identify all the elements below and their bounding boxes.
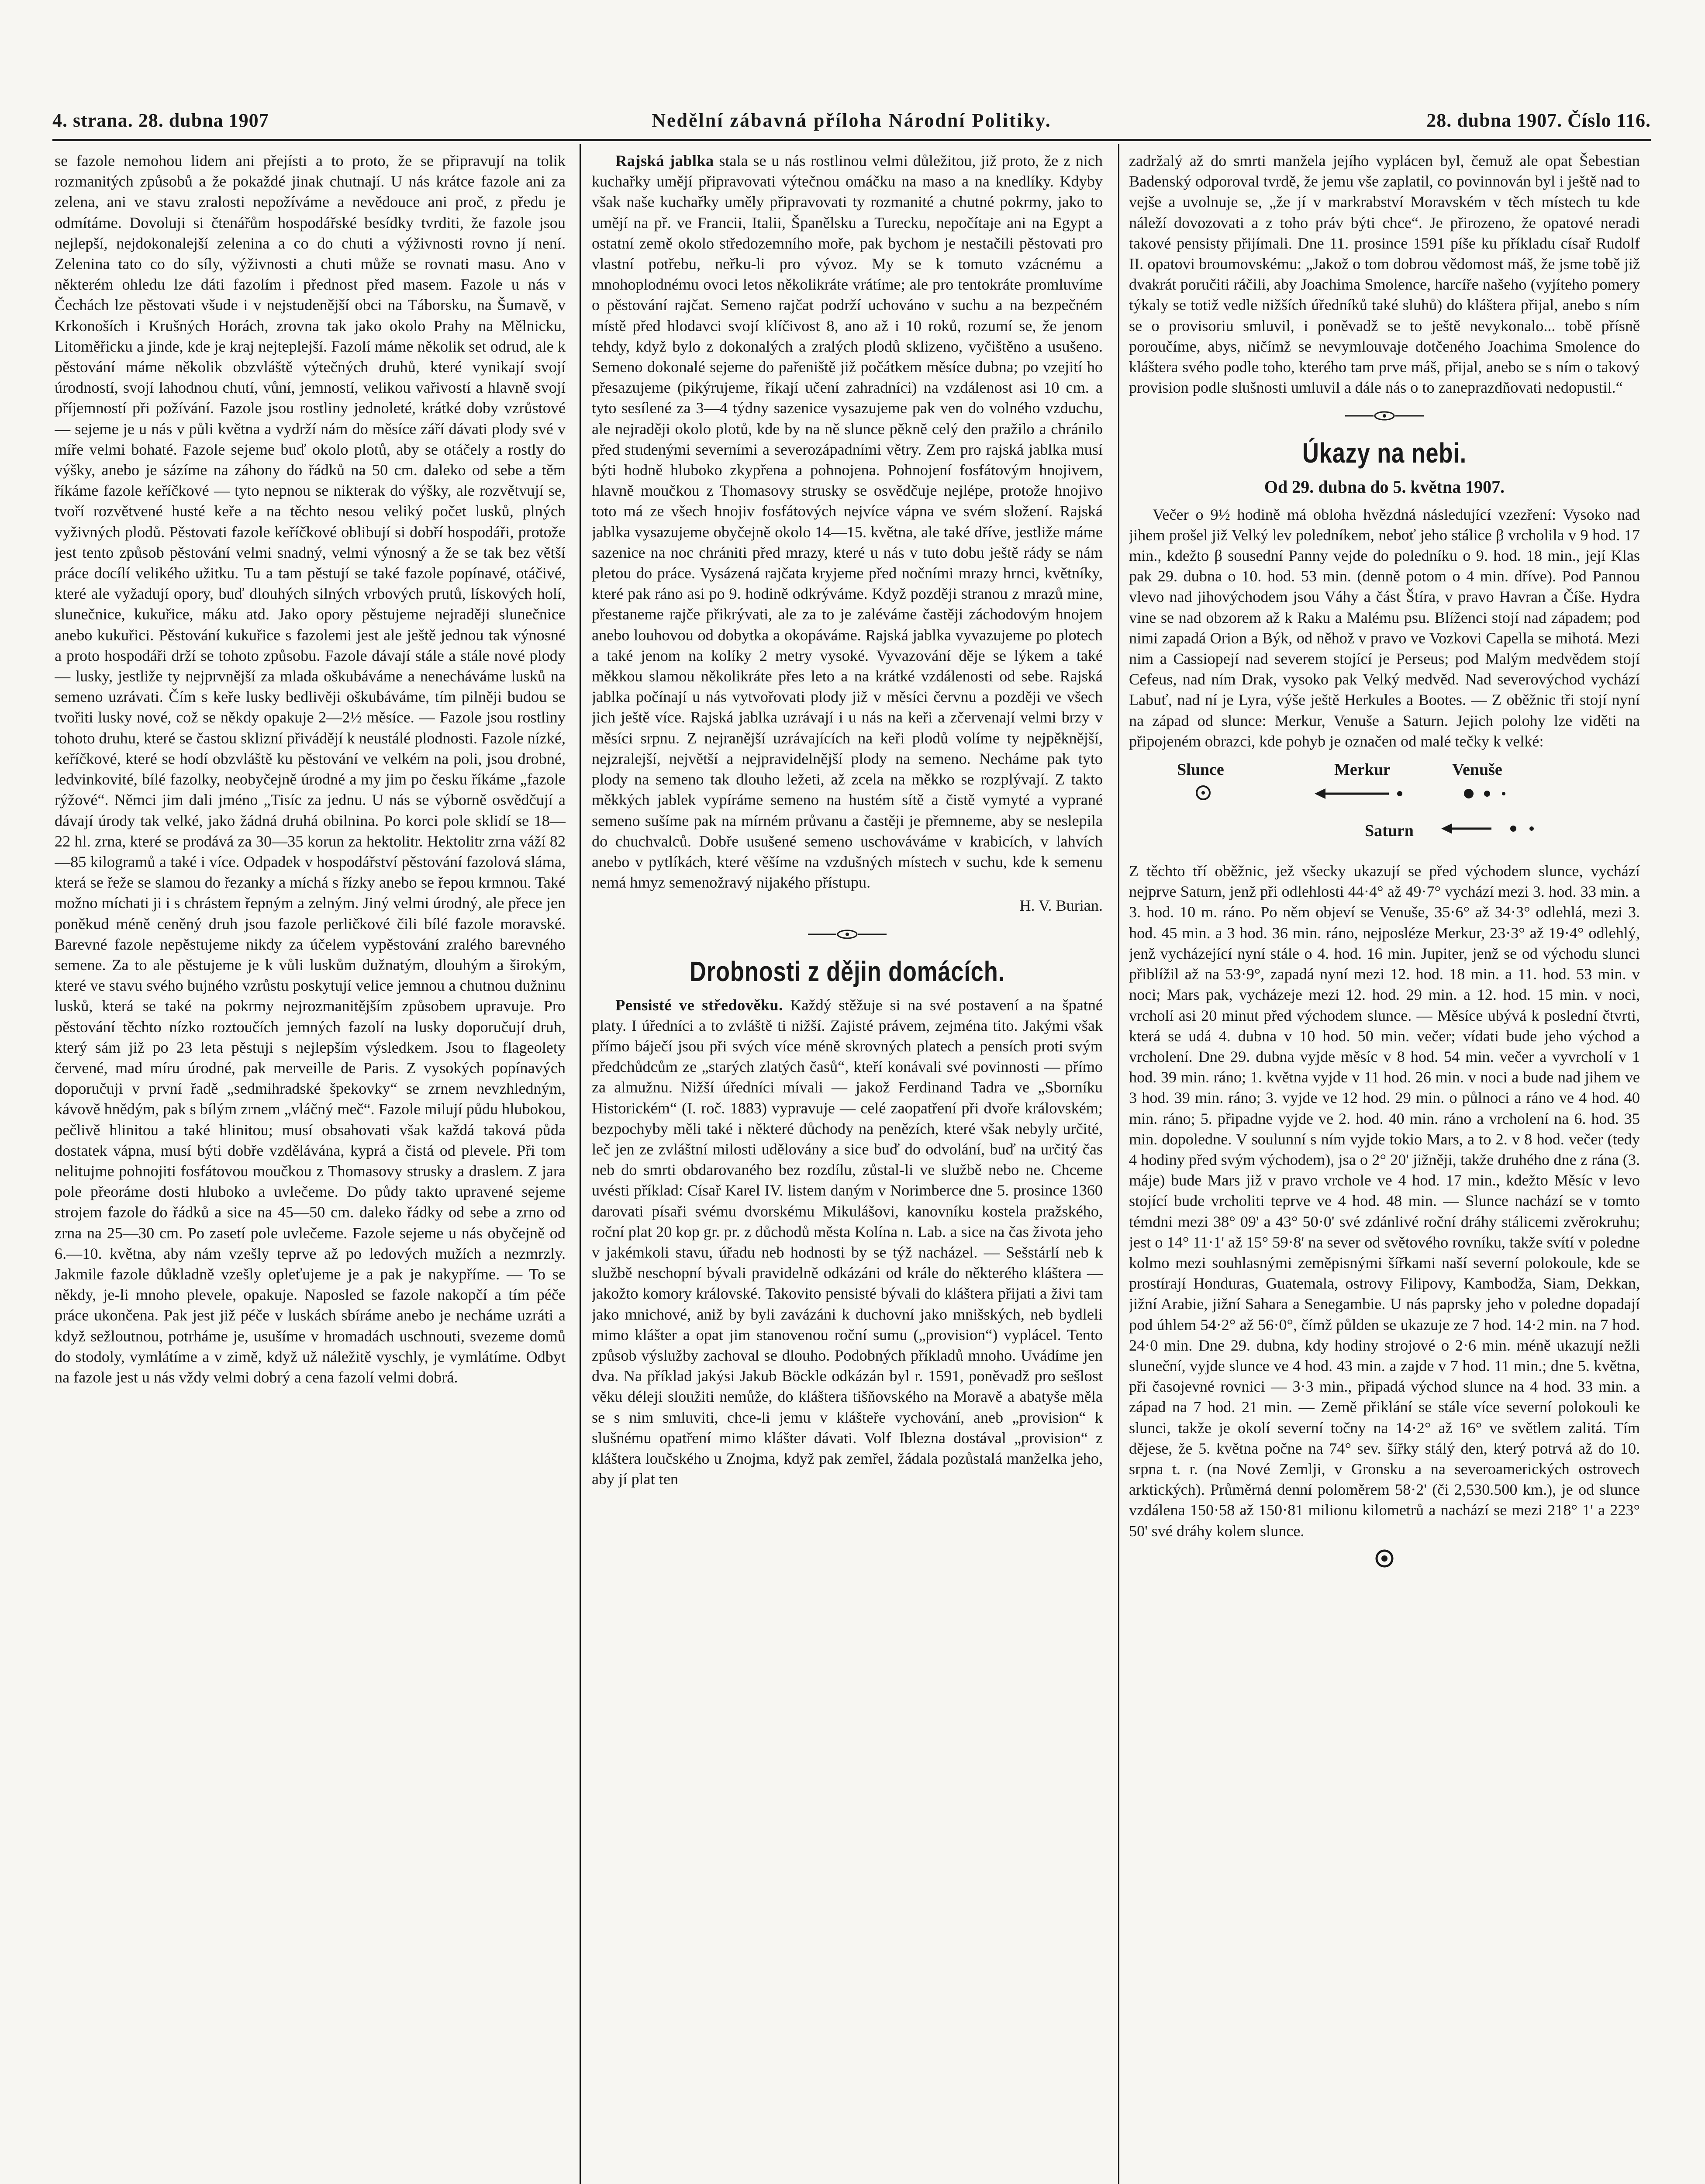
header-rule [52, 139, 1651, 141]
column-2 [592, 151, 1103, 2184]
article-rajska-jablka-text: stala se u nás rostlinou velmi důležitou, již proto, že z nich kuchařky umějí připravovati výtečnou omáčku na maso a na knedlíky. Kdyby však naše kuchařky uměly připravovati ty rozmanité a chutné pokrmy, jako to umějí na př. ve Francii, Italii, Španělsku a Turecku, nepočítaje ani na Egypt a ostatní země okolo středozemního moře, pak bychom je nestačili pěstovati pro vlastní potřebu, neřku-li pro vývoz. My se k tomuto vzácnému a mnohoplodnému ovoci letos několikráte vrátíme; ale pro tentokráte promluvíme o pěstování rajčat. Semeno rajčat podrží uchováno v suchu a na bezpečném místě před hlodavci svojí klíčivost 8, ano až i 10 roků, rozumí se, že jenom tehdy, když bylo z dokonalých a zralých plodů sklizeno, vyčištěno a usušeno. Semeno dokonalé sejeme do pařeniště již počátkem měsíce dubna; po vzejití ho přesazujeme (pikýrujeme, říkají učení zahradníci) na vzdálenost asi 10 cm. a tyto sesílené za 3—4 týdny sazenice vysazujeme pak ven do volného vzduchu, ale nejraději okolo plotů, kde by na ně slunce pěkně celý den pražilo a chránilo před studenými severními a severozápadními větry. Zem pro rajská jablka musí býti hodně hluboko zkypřena a pohnojena. Pohnojení fosfátovým hnojivem, hlavně moučkou z Thomasovy strusky se osvědčuje nejlépe, protože hnojivo toto má ze všech hnojiv fosfátových nejvíce vápna ve svém složení. Rajská jablka vysazujeme obyčejně okolo 14—15. května, ale také dříve, jestliže máme sazenice na noc chrániti před mrazy, které u nás v tuto dobu ještě rády se nám pletou do práce. Vysázená rajčata kryjeme před nočními mrazy hrnci, květníky, které pak ráno asi po 9. hodině odkrýváme. Když později stranou z mrazů mine, přestaneme rajče přikrývati, ale za to je zaléváme častěji záchodovým hnojem anebo louhovou od dobytka a okopáváme. Rajská jablka vyvazujeme po plotech a také jenom na kolíky 2 metry vysoké. Vyvazování děje se lýkem a také měkkou slamou několikráte přes leto a na krátké vzdálenosti od sebe. Rajská jablka počínají u nás vytvořovati plody již v měsíci červnu a později ve všech jich ještě více. Rajská jablka uzrávají i u nás na keři a zčervenají velmi brzy v měsíci srpnu. Z nejranější uzrávajících na keři plodů volíme ty nejpěknější, nejzralejší, největší a nejpravidelnější plody na semeno. Necháme pak tyto plody na semeno tak dlouho ležeti, až zcela na měkko se rozplývají. Z takto měkkých jablek vypíráme semeno na hustém sítě a čistě vymyté a vyprané semeno sušíme pak na mírném průvanu a častěji je přemneme, aby se neslepila do chuchvalců. Dobře usušené semeno uschováváme v krabicích, v lahvích anebo v pytlíkách, které věšíme na vzdušných místech v suchu, kde k semenu nemá hmyz semenožravý nijakého přístupu. [592, 152, 1103, 892]
diagram-label-merkur: Merkur [1334, 760, 1391, 779]
article-rajska-jablka-lead: Rajská jablka [615, 152, 714, 169]
end-mark-icon [1129, 1548, 1640, 1569]
article-fazole-text: se fazole nemohou lidem ani přejísti a to proto, že se připravují na tolik rozmanitých způsobů a že pokaždé jinak chutnají. U nás krátce fazole ani za zelena, ani ve stavu zralosti nepožíváme a nevědouce ani proč, z předu je odmítáme. Dovoluji si čtenářům hospodářské besídky tvrditi, že fazole jsou nejlepší, nejdokonalejší zelenina a co do chuti a výživnosti rovno jí není. Zelenina tato co do síly, výživnosti a chuti může se rovnati masu. Ano v některém ohledu lze dáti fazolím i přednost před masem. Fazole u nás v Čechách lze pěstovati všude i v nejstudenější obci na Táborsku, na Šumavě, v Krkonoších i Krušných Horách, zrovna tak jako okolo Prahy na Mělnicku, Litoměřicku a jinde, kde je kraj nejteplejší. Fazolí máme několik set odrud, ale k pěstování máme několik obzvláště výtečných druhů, které vynikají svojí úrodností, svojí lahodnou chutí, vůní, jemností, velikou vařivostí a hlavně svojí příjemností při požívání. Fazole jsou rostliny jednoleté, krátké doby vzrůstové — sejeme je u nás v půli května a vydrží nám do měsíce září dávati plody své v míře velmi bohaté. Fazole sejeme buď okolo plotů, aby se otáčely a rostly do výšky, anebo je sázíme na záhony do řádků na 50 cm. daleko od sebe a těm říkáme fazole keříčkové — tyto nepnou se nikterak do výšky, ale rozvětvují se, tvoří rozvětvené husté keře a na těchto nesou veliký počet lusků, plných vyživných plodů. Pěstovati fazole keříčkové oblibují si dobří hospodáři, protože jest tento způsob pěstování velmi snadný, velmi výnosný a že se tak bez větší práce docílí velikého užitku. Tu a tam pěstují se také fazole popínavé, otáčivé, které ale vyžadují opory, buď dlouhých silných vrbových prutů, lískových holí, slunečnice, kukuřice, máku atd. Jako opory pěstujeme nejraději slunečnice anebo kukuřici. Pěstování kukuřice s fazolemi jest ale ještě jednou tak výnosné a proto hospodáři drží se tohoto způsobu. Fazole dávají stále a stále nové plody — lusky, jestliže ty nejprvnější za mlada oškubáváme a nenecháváme lusků na semeno uzrávati. Čím s keře lusky bedlivěji oškubáváme, tím pilněji budou se tvořiti lusky nové, což se někdy opakuje 2—2½ měsíce. — Fazole jsou rostliny tohoto druhu, které se častou sklizní přivádějí k neustálé plodnosti. Fazole nízké, keříčkové, které se hodí obzvláště ku pěstování ve velkém na poli, jsou drobné, ledvinkovité, bílé fazolky, neobyčejně úrodné a my jim po česku říkáme „fazole rýžové“. Němci jim dali jméno „Tisíc za jednu. U nás se výborně osvědčují a dávají úrody tak velké, jako žádná druhá obilnina. Po korci pole sklidí se 18—22 hl. zrna, které se prodává za 30—35 korun za hektolitr. Hektolitr zrna váží 82—85 kilogramů a také i více. Odpadek v hospodářství pěstování fazolová sláma, která se řeže se slamou do řezanky a míchá s řízky anebo se řepou krmnou. Také možno míchati ji i s chrástem řepným a zelným. Jiný velmi úrodný, ale přece jen poněkud méně ceněný druh jsou fazole perličkové čili bílé fazole moravské. Barevné fazole nepěstujeme nikdy za účelem vypěstování zralého barevného semene. Za to ale pěstujeme je k vůli luskům dužnatým, dlouhým a širokým, které ve stavu svého bujného vzrůstu poskytují velice jemnou a chutnou dužninu lusků, která se také na pokrmy nejrozmanitějším způsobem upravuje. Pro pěstování těchto nízko roztoučích jemných fazolí na lusky doporučují druh, který sám již po 23 leta pěstuji s nejlepším výsledkem. Jsou to flageolety červené, mad míru úrodné, pak merveille de Paris. Z vysokých popínavých doporučuji v první řadě „sedmihradské špekovky“ se zrnem nevzhledným, kávově hnědým, pak s bílým zrnem „vláčný meč“. Fazole milují půdu hlubokou, pečlivě hlinitou a také hlinitou; musí obsahovati však každá taková půda dostatek vápna, musí býti dobře vzdělávána, kyprá a čistá od plevele. Při tom nelitujme pohnojiti fosfátovou moučkou z Thomasovy strusky a draslem. Z jara pole přeoráme dosti hluboko a uvlečeme. Do půdy takto upravené sejeme strojem fazole do řádků a sice na 45—50 cm. daleko řádky od sebe a zrno od zrna na 25—30 cm. Po zasetí pole uvlečeme. Fazole sejeme u nás obyčejně od 6.—10. května, aby nám vzešly teprve až po ledových mužích a nezmrzly. Jakmile fazole důkladně vzešly opleťujeme je a pak je nakypříme. — To se někdy, je-li mnoho plevele, opakuje. Naposled se fazole nakopčí a tím péče práce ukončena. Pak jest již péče v luskách sbíráme anebo je necháme uzráti a když sežloutnou, potrháme je, usušíme v hromadách uschnouti, svezeme domů do stodoly, vymlátíme a v zimě, když už náležitě vyschly, je vymlátíme. Odbyt na fazole jest u nás vždy velmi dobrý a cena fazolí velmi dobrá. [55, 152, 566, 1386]
diagram-label-saturn: Saturn [1365, 822, 1414, 840]
section-ornament [592, 928, 1103, 941]
column-1 [55, 151, 566, 2184]
saturn-motion-arrow-icon [1439, 821, 1539, 841]
venus-motion-dots-icon [1461, 786, 1513, 806]
section-title-drobnosti: Drobnosti z dějin domácích. [690, 955, 1005, 987]
column-divider-1 [580, 144, 581, 2184]
article-pensiste-continuation: zadržalý až do smrti manžela jejího vyplácen byl, čemuž ale opat Šebestian Badenský odporoval tvrdě, že jemu vše zaplatil, co povinnován byl i ještě nad to vejše a uvolnuje se, „že jí v markrabství Moravském v těch místech tu kde náleží dovozovati a z toho práv býti chce“. Je přirozeno, že opatové neradi takové pensisty přijímali. Dne 11. prosince 1591 píše ku příkladu císař Rudolf II. opatovi broumovskému: „Jakož o tom dobrou vědomost máš, že jsme tobě již dvakrát poručiti ráčili, aby Joachima Smolence, harcíře našeho (vyjíteho pomery týkaly se totiž vedle nižších úředníků také sluhů) do kláštera přijal, anebo s ním se o provisoriu smluvil, i poněvadž se to ještě nevykonalo... tobě přísně poroučíme, abys, ničímž se nevymlouvaje dotčeného Joachima Smolence do kláštera svého podle toho, kterého tam prve máš, přijal, anebo se s ním o takový provision podle slušnosti umluvil a dále nás o to zaneprazdňovati nedopustil.“ [1129, 152, 1640, 397]
page-header [52, 109, 1651, 135]
column-3 [1129, 151, 1640, 2184]
article-rajska-jablka [592, 151, 1103, 893]
astro-text-1: Večer o 9½ hodině má obloha hvězdná následující vzezření: Vysoko nad jihem prošel již Velký lev poledníkem, neboť jeho stálice β vrcholila v 9 hod. 17 min., kdežto β sousední Panny vejde do poledníku o 9. hod. 18 min., její Klas pak 29. dubna o 10. hod. 53 min. (denně potom o 4 min. dříve). Pod Pannou vlevo nad jihovýchodem jsou Váhy a část Štíra, v pravo Havran a Číše. Hydra vine se nad obzorem až k Raku a Malému psu. Blíženci stojí nad západem; pod nimi zapadá Orion a Býk, od něhož v pravo ve Vozkovi Capella se mihotá. Mezi nim a Cassiopejí nad severem stojící je Perseus; pod Malým medvědem stojí Cefeus, nad ním Drak, vysoko pak Velký medvěd. Nad severovýchod vychází Labuť, nad ní je Lyra, výše ještě Herkules a Bootes. — Z oběžnic tři stojí nyní na západ od slunce: Merkur, Venuše a Saturn. Jejich polohy lze viděti na připojeném obrazci, kde pohyb je označen od malé tečky k velké: [1129, 505, 1640, 750]
header-page-date: 4. strana. 28. dubna 1907 [52, 110, 269, 131]
section-title-ukazy: Úkazy na nebi. [1302, 437, 1467, 469]
article-signature: H. V. Burian. [1019, 897, 1103, 915]
mercury-motion-arrow-icon [1312, 786, 1413, 806]
article-pensiste-lead: Pensisté ve středověku. [615, 996, 783, 1014]
sun-symbol-icon [1194, 784, 1212, 807]
header-publication-title: Nedělní zábavná příloha Národní Politiky. [652, 110, 1052, 131]
planet-positions-diagram [1129, 755, 1640, 856]
header-issue-number: 28. dubna 1907. Číslo 116. [1426, 110, 1651, 131]
astro-text-2: Z těchto tří oběžnic, jež všecky ukazují se před východem slunce, vychází nejprve Saturn, jenž při odlehlosti 44·4° až 49·7° vychází mezi 3. hod. 33 min. a 3. hod. 10 m. ráno. Po něm objeví se Venuše, 35·6° až 34·3° odlehlá, mezi 3. hod. 45 min. a 3 hod. 36 min. ráno, nejposléze Merkur, 23·3° až 19·4° odlehlý, jenž vycházející nyní stále o 4. hod. 16 min. Jupiter, jenž se od východu slunci přiblížil až na 53·9°, zapadá nyní mezi 12. hod. 18 min. a 11. hod. 53 min. v noci; Mars pak, vycházeje mezi 12. hod. 29 min. a 12. hod. 15 min. v noci, vrcholí asi 20 minut před východem slunce. — Měsíce ubývá k poslední čtvrti, která se udá 4. dubna v 10 hod. 50 min. večer; vídati bude jeho východ a vrcholení. Dne 29. dubna vyjde měsíc v 8 hod. 54 min. večer a vyvrcholí v 1 hod. 39 min. ráno; 1. května vyjde v 11 hod. 26 min. v noci a bude nad jihem ve 3 hod. 39 min. ráno; 3. vyjde ve 12 hod. 29 min. o půlnoci a ráno ve 4 hod. 40 min. ráno; 5. připadne vyjde ve 2. hod. 40 min. ráno a vrcholení na 6. hod. 35 min. dopoledne. V soulunní s ním vyjde tokio Mars, a to 2. v 8 hod. večer (tedy 4 hodiny před svým východem), jsa o 2° 20' jižněji, takže druhého dne z rána (3. máje) bude Mars již v pravo vrchole ve 4 hod. 17 min., kdežto Měsíc v levo stojící bude vrcholiti teprve ve 4 hod. 48 min. — Slunce nachází se v tomto témdni mezi 38° 09' a 43° 50·0' své zdánlivé roční dráhy stálicemi zvěrokruhu; jest o 14° 11·1' až 15° 59·8' na sever od světového rovníku, takže svítí v poledne kolmo mezi souhlasnými zeměpisnými šířkami naší severní polokoule, kde se prostírají Honduras, Guatemala, ostrovy Filipovy, Kambodža, Siam, Dekkan, jižní Arabie, jižní Sahara a Senegambie. U nás paprsky jeho v poledne dopadají pod úhlem 54·2° až 56·0°, čímž půlden se ukazuje ze 7 hod. 14·2 min. na 7 hod. 24·0 min. Dne 29. dubna, kdy hodiny strojové o 2·6 min. méně ukazují nežli sluneční, vyjde slunce ve 4 hod. 43 min. a zajde v 7 hod. 11 min.; dne 5. května, při časojevné rovnici — 3·3 min., připadá východ slunce na 4 hod. 33 min. a západ na 7 hod. 21 min. — Země přiklání se stále více severní polokouli ke slunci, takže je okolí severní točny na 14·2° až 16° ve světlem zalitá. Tím dějese, že 5. května počne na 74° sev. šířky stálý den, který potrvá až do 10. srpna t. r. (na Nové Zemlji, v Gronsku a na severoamerických ostrovech arktických). Průměrná denní poloměrem 58·2' (či 2,530.500 km.), je od slunce vzdálena 150·58 až 150·81 milionu kilometrů a nachází se mezi 218° 1' a 223° 50' své dráhy kolem slunce. [1129, 862, 1640, 1540]
article-pensiste-text: Každý stěžuje si na své postavení a na špatné platy. I úředníci a to zvláště ti nižší. Zajisté právem, zejména tito. Jakými však přímo báječí jsou při svých více méně skrovných platech a pensích proti svým předchůdcům ze „starých zlatých časů“, kteří konávali své povinnosti — přímo za almužnu. Nižší úředníci mívali — jakož Ferdinand Tadra ve „Sborníku Historickém“ (I. roč. 1883) vypravuje — celé zaopatření při dvoře královském; bezpochyby měli také i některé důchody na penězích, které však nebyly určité, leč jen ze zvláštní milosti udělovány a sice buď do odvolání, buď na určitý čas neb do smrti obdarovaného bez rozdílu, zůstal-li ve službě nebo ne. Chceme uvésti příklad: Císař Karel IV. listem daným v Norimberce dne 5. prosince 1360 darovati písaři svému dvorskému Mikulášovi, kanovníku kostela pražského, roční plat 20 kop gr. pr. z důchodů města Kolína n. Lab. a sice na čas života jeho v jakémkoli stavu, úřadu neb hodnosti by se týž nacházel. — Sešstárlí neb k službě neschopní bývali pravidelně odkázáni od krále do některého kláštera — jakožto komory královské. Takovito pensisté bývali do kláštera přijati a živi tam jako mnichové, aniž by byli zavázáni k duchovní jako mnišských, neb bydleli mimo klášter a opat jim stanovenou roční sumu („provision“) vyplácel. Tento způsob výslužby zachoval se dlouho. Podobných příkladů mnoho. Uvádíme jen dva. Na příklad jakýsi Jakub Böckle odkázán byl r. 1591, poněvadž pro sešlost věku déleji sloužiti nemůže, do kláštera tišňovského na Moravě a abatyše měla se s nim smluviti, chce-li jemu v klášteře vychování, aneb „provision“ k slušnému opatření mimo klášter dávati. Volf Iblezna dostával „provision“ z kláštera loučského u Znojma, když pak zemřel, žádala pozůstalá manželka jeho, aby jí plat ten [592, 996, 1103, 1488]
diagram-label-venuse: Venuše [1452, 760, 1502, 779]
column-divider-2 [1118, 144, 1119, 2184]
article-pensiste [592, 995, 1103, 1490]
diagram-label-slunce: Slunce [1177, 760, 1224, 779]
section-ornament [1129, 409, 1640, 422]
section-subtitle-dates: Od 29. dubna do 5. května 1907. [1264, 477, 1505, 497]
